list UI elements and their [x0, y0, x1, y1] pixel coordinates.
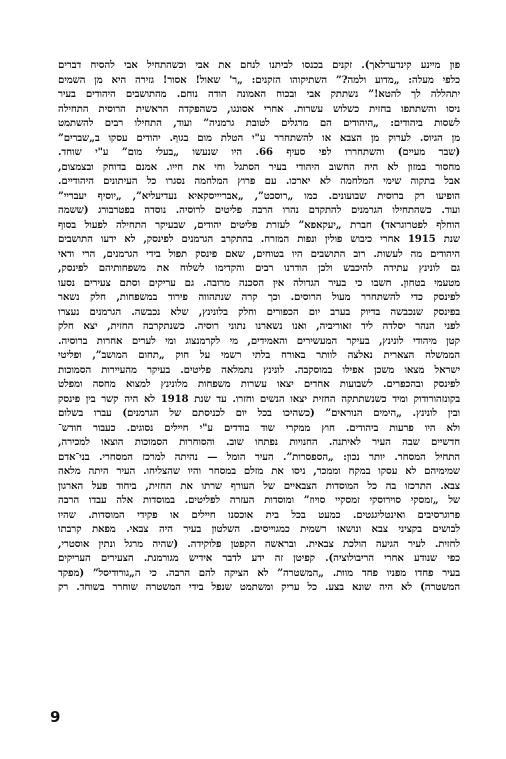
text-line: בקונזהורודוק ומיד כשנשתתקה החזית יצאו הנשים וחזרו. עד שנת 1918 לא היה קשר בין פינסק [58, 392, 460, 405]
text-line: לשסות ביהודים: „היהודים הם מרגלים לטובת גרמניה” ועוד, התחילו רבים להשתמט [58, 117, 460, 129]
text-line: התחיל המסחר. יותר נכון: „הספסרות”. העיר הומל — נהיתה למרכז המסחרי. בני־אדם [58, 450, 460, 463]
text-line: כפי שנודע אחרי הריבולוציה). קפיטן זה ידע לדבר אידיש מגורמנת. הצעירים העריקים [58, 552, 460, 564]
text-line: שמימיהם לא עסקו במקח וממכר, ניסו את מזלם במסחר והיו שהצליחו. העיר היתה מלאה [58, 465, 460, 477]
text-line: יתהללה לך להטא!” נשתתק אבי ובכוח האמונה הודה נוחם. מהתושבים היהודים בעיר [58, 88, 460, 100]
text-line: לפינסק כדי להשתחרר מעול הרוסים. וכך קרה שנתהווה פירוד במשפחות, חלק נשאר [58, 291, 460, 303]
text-line: (שבר מעיים) והשתחררו לפי סעיף 66. היו שנעשו „בעלי מום” ע"י שוחד. [58, 146, 460, 158]
text-line: ניסו והשתתפו בחזית כשלוש עשרות. אחרי אסונגו, כשהפקדה הראשית הרוסית התחילה [58, 102, 460, 115]
text-line: ולא היו פרעות ביהודים. חוץ ממקרי שוד בודדים ע"י חיילים נסוגים. כעבור חודש־ [58, 421, 460, 434]
text-line: בעיר פחדו מפניו פחד מוות. „המשטרה” לא הציקה להם הרבה. כי ה„גורודיסל” (מפקד [58, 566, 460, 579]
text-line: לפינסק ובהכפרים. לשבועות אחדים יצאו עשרות משפחות מלונינץ למצוא מחסה ומפלט [58, 378, 460, 390]
text-line: חדשיים שבה העיר לאיתנה. החנויות נפתחו שוב. והסוחרות הסמוכות הוצאו למכירה, [58, 436, 460, 448]
text-line: כלפי מעלה: „מדוע ולמה?” השתיקוהו הזקנים: „ר' שאול! אסור! גזירה היא מן השמים [58, 73, 460, 86]
text-line: פרוגרסיבים ואינטליגנטים. כמעט בכל בית אוכסנו חיילים או פקידי המוסדות. שהיו [58, 508, 460, 521]
text-line: ובין לונינץ. „הימים הנוראים” (כשהיכו בכל יום לכניסתם של הגרמנים) עברו בשלום [58, 407, 460, 419]
text-line: בפינסק שנכבשה בדיוק בערב יום הכפורים וחלק בלונינץ, שלא נכבשה. הגרמנים נעצרו [58, 305, 460, 318]
text-line: היהודים מה לעשות. רוב התושבים היו בטוחים, שאם פינסק תפול בידי הגרמנים, הרי ודאי [58, 247, 460, 260]
page-number: 9 [50, 708, 61, 726]
text-line: ועוד. כשהתחילו הגרמנים להתקדם נהרו הרבה פליטים לרוסיה. נוסדה בפטרבורג (ששמה [58, 204, 460, 216]
text-line: הופיעו רק ברוסית שבועונים. כמו „רוסכט”, „אבריייסקאיא נעדיעליא”, „יוסיף יעבריי” [58, 189, 460, 202]
text-line: פון מיינע קינדערלאך). זקנים בכנסו לביתנו לנחם את אבי וכשהתחיל אבי להסיח דברים [58, 59, 460, 71]
text-line: הממשלה הצארית נאלצה לוותר באורח בלתי רשמי על חוק „תחום המושב”, ופליטי [58, 349, 460, 361]
text-line: מחסור במזון לא היה החשוב היהודי בעיר הסתגל וחי את חייו. אמנם בדוחק ובצמצום, [58, 160, 460, 173]
text-line: קטן מיהודי לונינץ, בעיקר המעשירים והאמידים, מי לקרמנצוג ומי לערים אחרות ברוסיה. [58, 334, 460, 347]
text-line: מטעמי בטחון. חשבו כי בעיר הגדולה אין הסכנה מרובה. גם עריקים וסתם צעירים נסעו [58, 276, 460, 289]
text-line: לחזית. לעיר הגיעה הולכת צבאית. ובראשה הקפטן פלוקידה. (שהיה מרגל ונתין אוסטרי, [58, 537, 460, 550]
text-line: מן הגיוס. לערוק מן הצבא או להשתחרר ע"י הטלת מום בגוף. יהודים עסקו ב„שברים” [58, 131, 460, 144]
text-line: לפני הנהר יסלדה ליד זאוריביה, ואנו נשארנו נתוני רוסיה. כשנתקרבה החזית, יצא חלק [58, 320, 460, 332]
text-line: לבושים בקציני צבא ונושאו רשמית כמגוייסים. השלטון בעיר היה צבאי. מפאת קרבתו [58, 523, 460, 535]
text-line: של „זמסקי סוירוסקי זמסקיי סויוז” ומוסדות העזרה לפליטים. במוסדות אלה עבדו הרבה [58, 494, 460, 506]
text-line: צבא. התרכזו בה כל המוסדות הצבאיים של העורף שרתו את החזית, ביחוד פעל הארגון [58, 479, 460, 492]
text-line: גם לונינץ עתידה להיכבש ולכן הודרנו רבים והקדימו לשלוח את משפחותיהם לפינסק, [58, 262, 460, 274]
text-line: ישראל מצאו משכן אפילו במוסקבה. לונינץ נתמלאה פליטים. בעיקר מהעיירות הסמוכות [58, 363, 460, 376]
text-line: הוחלף לפטרוגראד) חברת „יעקאפא” לעזרת פליטים יהודים, שבעיקר התחילה לפעול בסוף [58, 218, 460, 231]
text-line: אבל בתקוה שימי המלחמה לא יארכו. עם פרוץ המלחמה נסגרו כל העיתונים היהודיים. [58, 175, 460, 187]
page-text-block [58, 58, 460, 595]
text-line: המשטרה) לא היה שונא בצע. כל עריק ומשתמט שנפל בידי המשטרה שוחרר בשוחד. רק [58, 581, 460, 593]
text-line: שנת 1915 אחרי כיבוש פולין ונפות המזרח. בהתקרב הגרמנים לפינסק, לא ידעו התושבים [58, 233, 460, 245]
